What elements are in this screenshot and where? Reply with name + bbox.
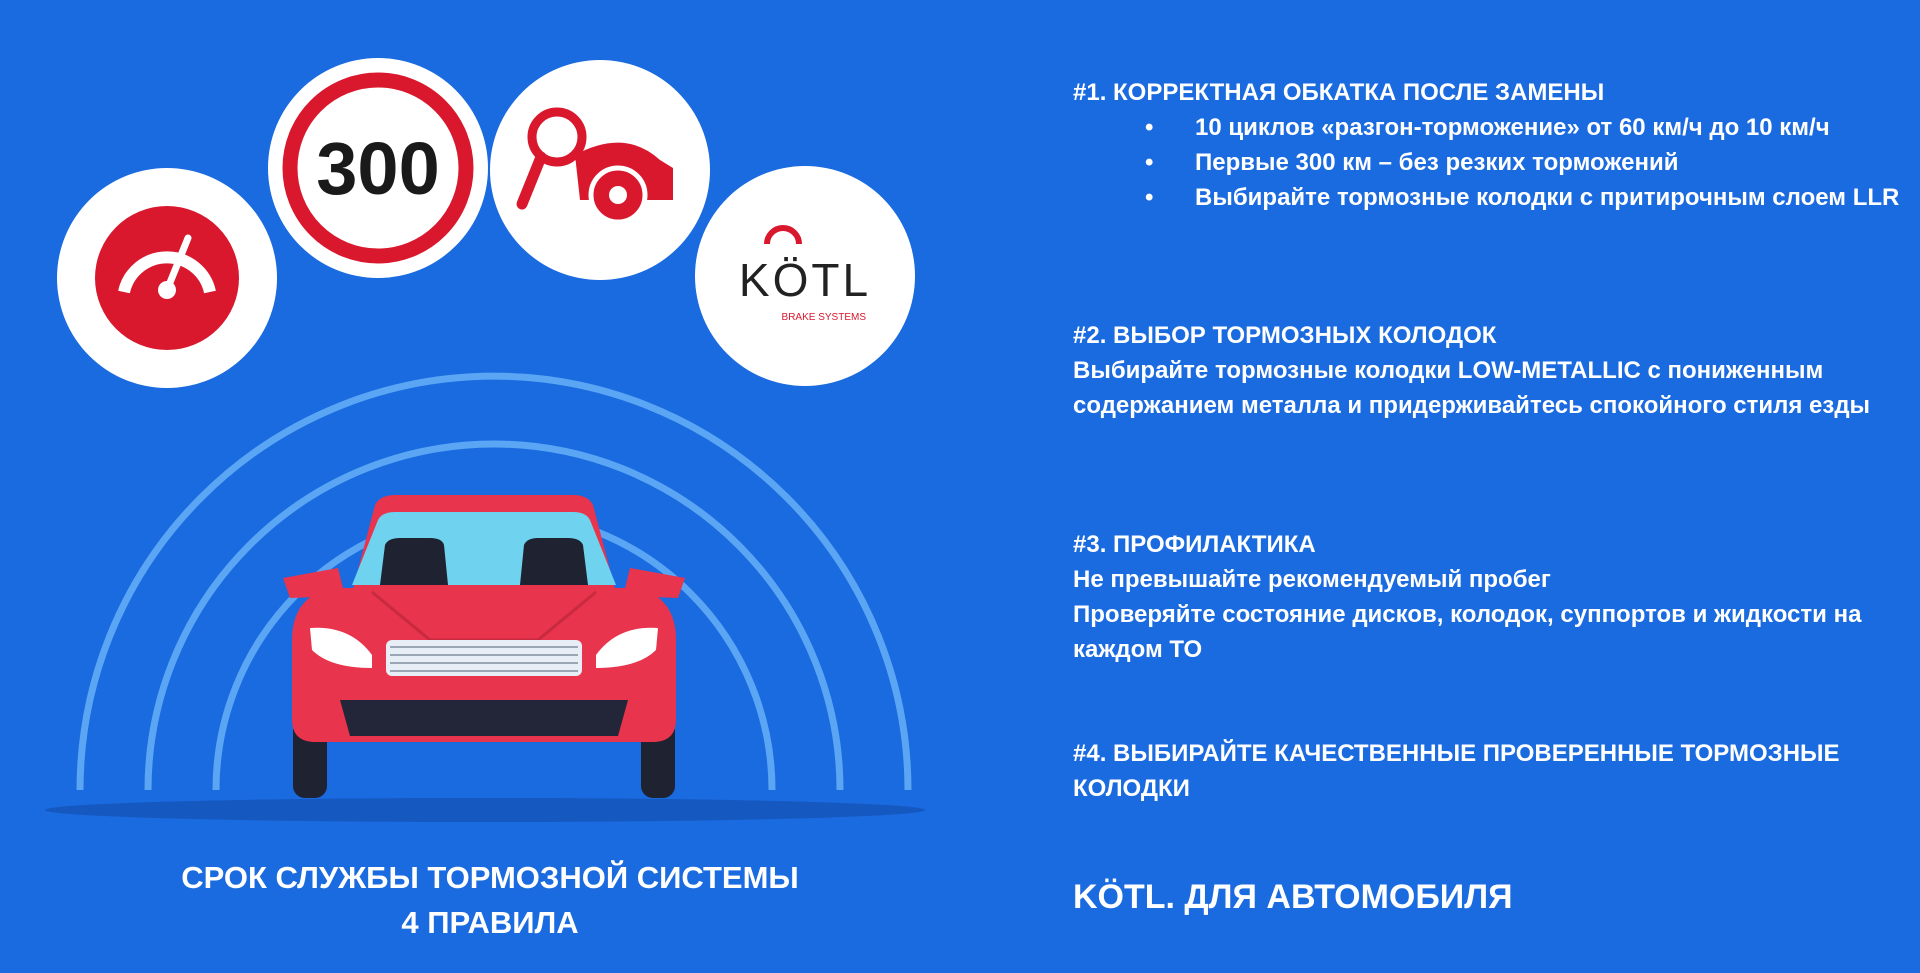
logo-subtitle: BRAKE SYSTEMS bbox=[781, 312, 866, 323]
caption-line-2: 4 ПРАВИЛА bbox=[401, 905, 579, 940]
list-item bbox=[1073, 110, 1903, 145]
bullet-icon: • bbox=[1145, 114, 1154, 141]
logo-text: KÖTL bbox=[738, 254, 872, 306]
rule-title: #4. ВЫБИРАЙТЕ КАЧЕСТВЕННЫЕ ПРОВЕРЕННЫЕ ТОРМОЗНЫЕ КОЛОДКИ bbox=[1073, 740, 1840, 802]
rule-4 bbox=[1073, 736, 1903, 806]
bullet-text: 10 циклов «разгон-торможение» от 60 км/ч до 10 км/ч bbox=[1195, 114, 1830, 141]
speed-limit-badge bbox=[268, 58, 488, 278]
rule-title: #3. ПРОФИЛАКТИКА bbox=[1073, 531, 1316, 558]
list-item bbox=[1073, 145, 1903, 180]
car-inspection-badge bbox=[490, 60, 710, 280]
bullet-icon: • bbox=[1145, 149, 1154, 176]
rule-2 bbox=[1073, 318, 1903, 423]
rule-title: #1. КОРРЕКТНАЯ ОБКАТКА ПОСЛЕ ЗАМЕНЫ bbox=[1073, 79, 1605, 106]
bullet-text: Первые 300 км – без резких торможений bbox=[1195, 149, 1679, 176]
speedometer-badge bbox=[57, 168, 277, 388]
rule-3 bbox=[1073, 527, 1903, 667]
rule-text: Не превышайте рекомендуемый пробег bbox=[1073, 566, 1551, 593]
speed-limit-sign-icon bbox=[290, 80, 466, 256]
caption-line-1: СРОК СЛУЖБЫ ТОРМОЗНОЙ СИСТЕМЫ bbox=[181, 860, 799, 895]
rule-text: Проверяйте состояние дисков, колодок, суппортов и жидкости на каждом ТО bbox=[1073, 601, 1862, 663]
rule-title: #2. ВЫБОР ТОРМОЗНЫХ КОЛОДОК bbox=[1073, 322, 1497, 349]
brand-line: KÖTL. ДЛЯ АВТОМОБИЛЯ bbox=[1073, 878, 1513, 916]
illustration bbox=[0, 0, 960, 860]
caption bbox=[120, 855, 860, 945]
bullet-text: Выбирайте тормозные колодки с притирочным слоем LLR bbox=[1195, 184, 1900, 211]
rule-1 bbox=[1073, 75, 1903, 215]
logo-badge bbox=[695, 166, 915, 386]
rule-text: Выбирайте тормозные колодки LOW-METALLIC с пониженным содержанием металла и придерживайтесь спокойного стиля езды bbox=[1073, 357, 1871, 419]
bullet-icon: • bbox=[1145, 184, 1154, 211]
list-item bbox=[1073, 180, 1903, 215]
ground-shadow bbox=[45, 798, 925, 822]
rule-bullets bbox=[1073, 110, 1903, 215]
car-icon bbox=[283, 495, 685, 798]
speed-number: 300 bbox=[316, 127, 440, 210]
